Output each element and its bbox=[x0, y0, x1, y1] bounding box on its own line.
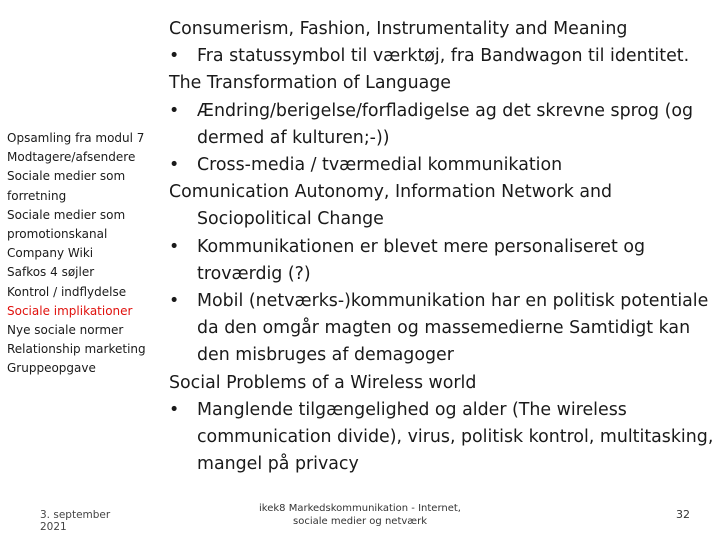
bullet-item bbox=[169, 43, 714, 70]
bullet-item bbox=[169, 152, 714, 179]
sidebar-item-sociale-normer[interactable]: Nye sociale normer bbox=[7, 323, 124, 338]
footer-course-title: ikek8 Markedskommunikation - Internet, sociale medier og netværk bbox=[259, 503, 461, 527]
bullet-icon: • bbox=[169, 100, 180, 121]
sidebar-item-opsamling[interactable]: Opsamling fra modul 7 bbox=[7, 131, 145, 145]
bullet-item bbox=[169, 288, 714, 370]
sidebar-item-modtagere[interactable]: Modtagere/afsendere bbox=[7, 150, 136, 165]
bullet-text: Mobil (netværks-)kommunikation har en politisk potentiale da den omgår magten og massemedierne Samtidigt kan den misbruges af demagoger bbox=[197, 291, 709, 366]
bullet-icon: • bbox=[169, 291, 180, 312]
bullet-icon: • bbox=[169, 155, 180, 176]
sidebar-item-forretning[interactable]: Sociale medier som forretning bbox=[7, 169, 126, 203]
sidebar-item-safkos[interactable]: Safkos 4 søjler bbox=[7, 265, 95, 280]
bullet-item bbox=[169, 98, 714, 152]
sidebar-item-gruppeopgave[interactable]: Gruppeopgave bbox=[7, 361, 96, 376]
bullet-icon: • bbox=[169, 399, 180, 420]
bullet-icon: • bbox=[169, 236, 180, 257]
bullet-text: Cross-media / tværmedial kommunikation bbox=[197, 155, 563, 176]
heading-social-problems: Social Problems of a Wireless world bbox=[169, 372, 477, 393]
heading-language: The Transformation of Language bbox=[169, 73, 451, 94]
sidebar-item-promotionskanal[interactable]: Sociale medier som promotionskanal bbox=[7, 207, 126, 242]
slide-body bbox=[169, 16, 714, 478]
sidebar-item-relationship-marketing[interactable]: Relationship marketing bbox=[7, 342, 146, 357]
bullet-text: Kommunikationen er blevet mere personaliseret og troværdig (?) bbox=[197, 236, 646, 284]
slide-number: 32 bbox=[676, 508, 690, 521]
heading-autonomy: Comunication Autonomy, Information Network and Sociopolitical Change bbox=[169, 182, 613, 230]
bullet-item bbox=[169, 234, 714, 288]
heading-autonomy-wrap bbox=[169, 179, 714, 233]
sidebar-item-sociale-implikationer[interactable]: Sociale implikationer bbox=[7, 303, 133, 318]
bullet-text: Manglende tilgængelighed og alder (The wireless communication divide), virus, politisk kontrol, multitasking, mangel på privacy bbox=[197, 399, 714, 475]
bullet-item bbox=[169, 397, 714, 479]
sidebar-item-kontrol[interactable]: Kontrol / indflydelse bbox=[7, 284, 127, 299]
footer-date: 3. september 2021 bbox=[40, 509, 111, 533]
bullet-text: Ændring/berigelse/forfladigelse ag det skrevne sprog (og dermed af kulturen;-)) bbox=[197, 100, 694, 148]
bullet-icon: • bbox=[169, 46, 180, 67]
heading-consumerism: Consumerism, Fashion, Instrumentality and Meaning bbox=[169, 19, 628, 39]
bullet-text: Fra statussymbol til værktøj, fra Bandwagon til identitet. bbox=[197, 46, 690, 67]
sidebar-item-company-wiki[interactable]: Company Wiki bbox=[7, 246, 94, 261]
sidebar-nav bbox=[7, 129, 159, 379]
